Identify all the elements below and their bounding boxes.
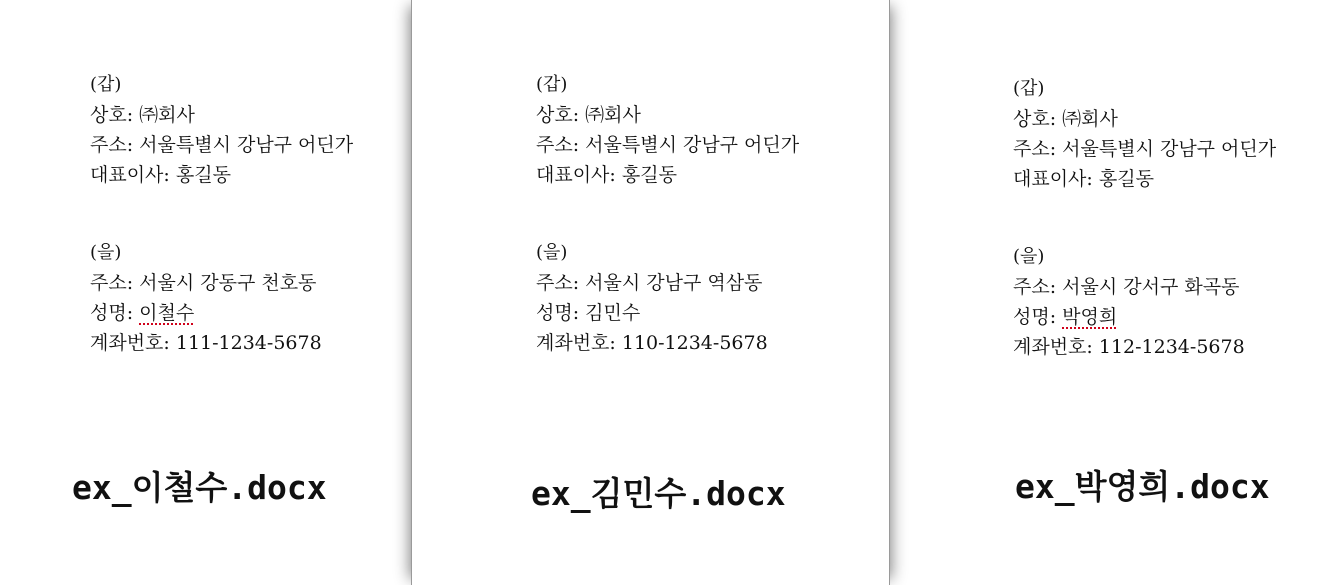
document-body bbox=[1013, 74, 1276, 362]
party-b-name-value: 김민수 bbox=[585, 302, 641, 324]
party-b-heading: (을) bbox=[90, 242, 122, 263]
document-page-2 bbox=[411, 0, 890, 585]
party-a-heading: (갑) bbox=[1013, 78, 1045, 99]
party-a-ceo: 대표이사: 홍길동 bbox=[1013, 168, 1154, 190]
party-a-company: 상호: ㈜회사 bbox=[1013, 108, 1118, 130]
party-a-heading: (갑) bbox=[536, 74, 568, 95]
party-a-address: 주소: 서울특별시 강남구 어딘가 bbox=[1013, 138, 1277, 160]
party-b-account: 계좌번호: 110-1234-5678 bbox=[536, 332, 768, 354]
party-a-ceo: 대표이사: 홍길동 bbox=[536, 164, 677, 186]
party-b-address: 주소: 서울시 강남구 역삼동 bbox=[536, 272, 763, 294]
party-b-address: 주소: 서울시 강동구 천호동 bbox=[90, 272, 317, 294]
paragraph-spacer bbox=[1013, 194, 1276, 242]
filename-caption: ex_김민수.docx bbox=[531, 474, 786, 513]
document-body bbox=[90, 70, 353, 358]
party-b-name-line bbox=[536, 298, 799, 328]
paragraph-spacer bbox=[90, 190, 353, 238]
party-b-name-line bbox=[90, 298, 353, 328]
party-a-company: 상호: ㈜회사 bbox=[536, 104, 641, 126]
party-b-heading: (을) bbox=[536, 242, 568, 263]
filename-caption: ex_박영희.docx bbox=[1015, 467, 1270, 506]
party-a-address: 주소: 서울특별시 강남구 어딘가 bbox=[90, 134, 354, 156]
party-b-account: 계좌번호: 111-1234-5678 bbox=[90, 332, 322, 354]
party-b-heading: (을) bbox=[1013, 246, 1045, 267]
party-a-address: 주소: 서울특별시 강남구 어딘가 bbox=[536, 134, 800, 156]
party-b-name-label: 성명: bbox=[536, 302, 586, 324]
party-b-name-line bbox=[1013, 302, 1276, 332]
party-a-heading: (갑) bbox=[90, 74, 122, 95]
paragraph-spacer bbox=[536, 190, 799, 238]
document-page-1 bbox=[0, 0, 410, 585]
party-b-name-value[interactable]: 박영희 bbox=[1062, 306, 1118, 328]
party-a-ceo: 대표이사: 홍길동 bbox=[90, 164, 231, 186]
party-b-name-label: 성명: bbox=[90, 302, 140, 324]
document-body bbox=[536, 70, 799, 358]
party-b-account: 계좌번호: 112-1234-5678 bbox=[1013, 336, 1245, 358]
party-b-address: 주소: 서울시 강서구 화곡동 bbox=[1013, 276, 1240, 298]
party-b-name-value[interactable]: 이철수 bbox=[139, 302, 195, 324]
document-page-3 bbox=[889, 0, 1334, 585]
party-b-name-label: 성명: bbox=[1013, 306, 1063, 328]
party-a-company: 상호: ㈜회사 bbox=[90, 104, 195, 126]
filename-caption: ex_이철수.docx bbox=[72, 468, 327, 507]
